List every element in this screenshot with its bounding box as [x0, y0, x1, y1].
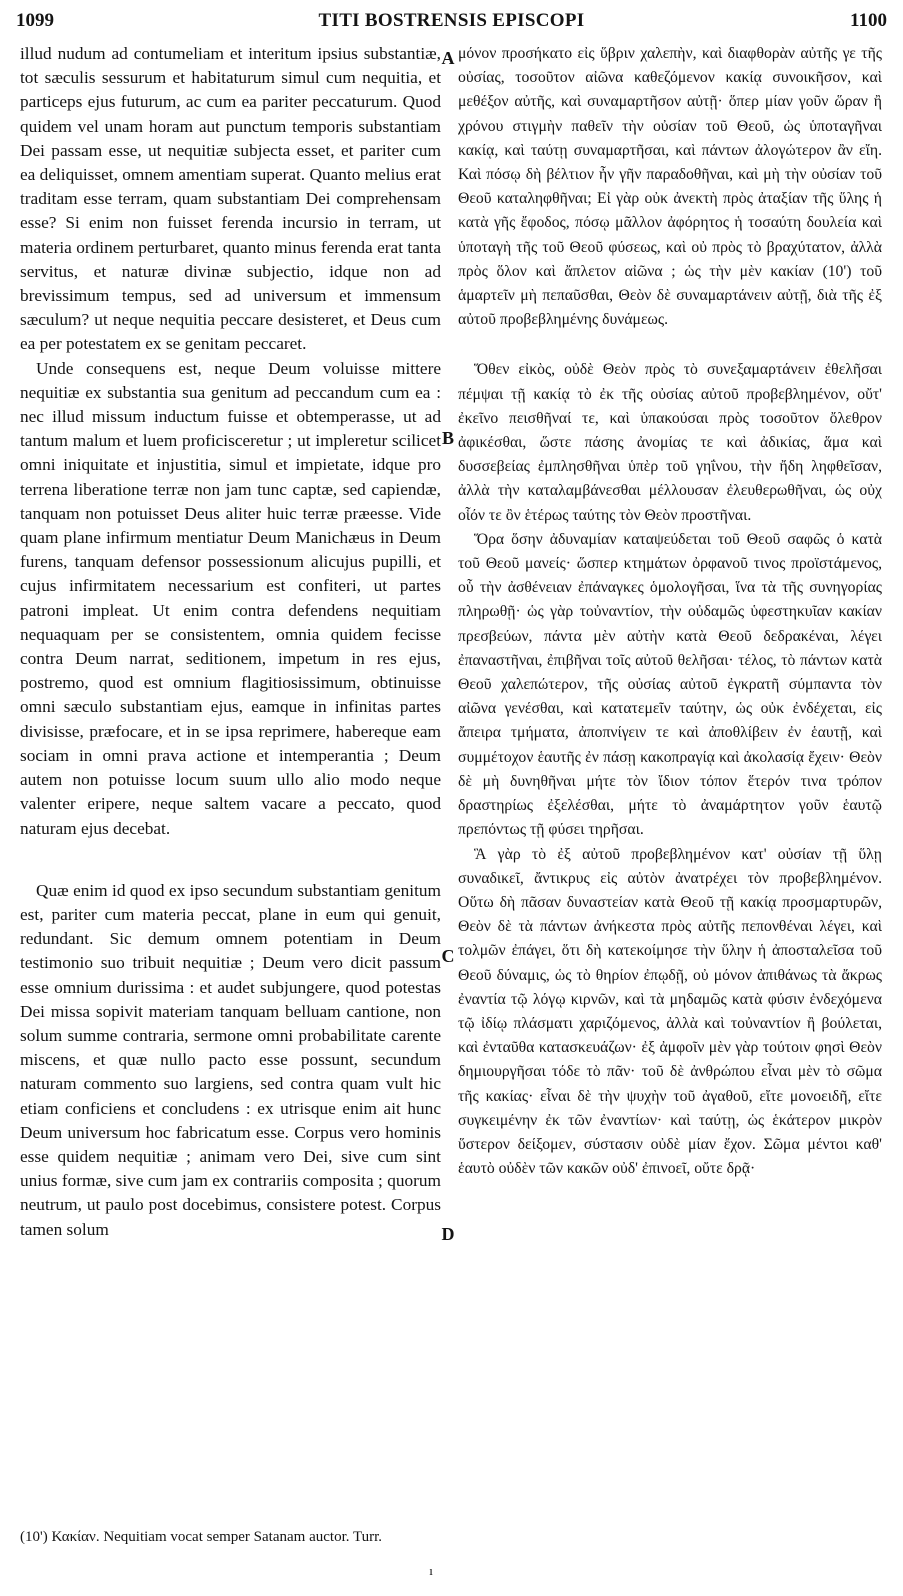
running-title: TITI BOSTRENSIS EPISCOPI: [318, 10, 585, 31]
latin-paragraph: Quæ enim id quod ex ipso secundum substantiam genitum est, pariter cum materia peccat, plane in eum qui genuit, redundant. Sic demum omnem potentiam in Deum testimonio suo tribuit nequitiæ ; Deum vero dicit passum esse omnium durissima : et audet subjungere, quod potestas Dei missa sopivit materiam tanquam belluam cantione, non solum summe contraria, sermone omni probabilitate carente miscens, et quæ nullo pacto esse possunt, secundum naturam commento suo largiens, sed contra quam vult hic etiam conficiens et concludens : ex utrisque enim ait hunc Deum universum hoc fabricatum esse. Corpus vero hominis esse quidem nequitiæ ; animam vero Dei, sive cum sint unius formæ, sive cum jam ex contrariis composita ; quorum neutrum, ut paulo post docebimus, consistere potest. Corpus tamen solum: [20, 880, 441, 1239]
margin-marker-b: B: [441, 428, 454, 448]
greek-paragraph: Ὅρα ὅσην ἀδυναμίαν καταψεύδεται τοῦ Θεοῦ σαφῶς ὁ κατὰ τοῦ Θεοῦ μανείς· ὥσπερ κτημάτων ὀρφανοῦ τινος προϊστάμενος, οὗ τὴν ἀσθένειαν ἐπάναγκες ὁμολογῆσαι, ἵνα τὰ τῆς συνηγορίας πληρωθῇ· ὡς γὰρ τοὐναντίον, τὴν οὐδαμῶς ὑφεστηκυῖαν κακίαν πρεσβεύων, πάντα μὲν αὐτὴν κατὰ Θεοῦ δεδρακέναι, λέγει ἐπαναστῆναι, ἐπιβῆναι τοῖς αὐτοῦ θελῆσαι· τέλος, τὸ πάντων κατὰ Θεοῦ χαλεπώτερον, τῆς οὐσίας αὐτοῦ ἐγκρατῆ σύμπαντα τὸν αἰῶνα γενέσθαι, καὶ κατατεμεῖν ταύτην, ὡς οὐκ ἐνδέχεται, εἰς ἄπειρα τμήματα, ἀποπνίγειν τε καὶ ἀποθλίβειν ἐν ἑαυτῇ, καὶ συμμέτοχον ἑαυτῆς ἐν πάσῃ κακοπραγίᾳ καὶ ἀκολασίᾳ ἔχειν· Θεὸν δὲ μὴ δυνηθῆναι μήτε τὸν ἴδιον τόπον ἕτερόν τινα τρόπον δραστηρίως ἐξελέσθαι, μήτε τὸ ἀναμάρτητον γοῦν ἑαυτῷ πρεπόντως τῇ φύσει τηρῆσαι.: [458, 530, 882, 839]
page-edge-mark: ı: [429, 1563, 433, 1578]
margin-marker-c: C: [441, 946, 455, 966]
latin-paragraph: Unde consequens est, neque Deum voluisse mittere nequitiæ ex substantia sua genitum ad peccandum cum ea : nec illud missum inductum fuisse et obtemperasse, ut ad tantum malum et luem proficisceretur ; ut impleretur scilicet omni iniquitate et injustitia, simul et impietate, idque pro terrena liberatione terræ non jam tunc captæ, sed capiendæ, tanquam non potuisset Deus aliter huic terræ præesse. Vide quam plane infirmum mentiatur Deum Manichæus in Deum furens, tanquam defensor possessionum alicujus pupilli, et cujus infirmitatem necessarium est confiteri, ut partes patroni impleat. Ut enim contra defendens nequitiam nequaquam per se consistentem, omnia quidem fecisse contra Deum narrat, seditionem, impetum in res ejus, postremo, quod est omnium flagitiosissimum, obtinuisse omni sæculo substantiam ejus, eamque in infinitas partes divisisse, præfocare, et in se ipsa reprimere, habereque eam sociam in omni prava actione et intemperantia ; Deum autem non potuisse locum suum ullo alio modo neque valenter eripere, neque saltem vacare a peccato, quod naturam ejus decebat.: [20, 358, 441, 838]
greek-paragraph: Ἃ γὰρ τὸ ἐξ αὐτοῦ προβεβλημένον κατ' οὐσίαν τῇ ὕλῃ συναδικεῖ, ἄντικρυς εἰς αὐτὸν ἀνατρέχει τὸν προβεβλημένον. Οὕτω δὴ πᾶσαν δυναστείαν κατὰ Θεοῦ τῇ κακίᾳ προσμαρτυρῶν, Θεὸν δὲ τὰ πάντων ἀνήκεστα πρὸς αὐτῆς πεπονθέναι λέγει, καὶ τολμῶν ἐπάγει, ὅτι δὴ κατεκοίμησε τὴν ὕλην ἡ ἀποσταλεῖσα τοῦ Θεοῦ δύναμις, ὡς τὸ θηρίον ἐπῳδῇ, οὐ μόνον ἀπιθάνως τὰ ἄκρως ἐναντία τῷ λόγῳ κιρνῶν, καὶ τὰ μηδαμῶς κατὰ φύσιν ἐνδεχόμενα τῷ ἰδίῳ πλάσματι χαριζόμενος, ἀλλὰ καὶ τοὐναντίον ἢ βούλεται, καὶ ἐνταῦθα κατασκευάζων· ἐξ ἀμφοῖν μὲν γὰρ τούτοιν φησὶ Θεὸν δημιουργῆσαι τόδε τὸ πᾶν· τοῦ δὲ ἀνθρώπου εἶναι μὲν τὸ σῶμα τῆς κακίας· εἶναι δὲ τὴν ψυχὴν τοῦ ἀγαθοῦ, εἴτε μονοειδῆ, εἴτε συγκειμένην ἐκ τῶν ἐναντίων· καὶ ταύτῃ, ὡς ἑκάτερον μικρὸν ὕστερον δείξομεν, σύστασιν οὐδὲ μίαν ἔχον. Σῶμα μέντοι καθ' ἑαυτὸ οὐδὲν τῶν κακῶν οὐδ' ἐπινοεῖ, οὔτε δρᾷ·: [458, 845, 882, 1178]
paragraph-gap: [458, 332, 882, 358]
greek-column: [458, 42, 882, 1520]
left-page-number: 1099: [16, 10, 54, 31]
greek-paragraph: μόνον προσήκατο εἰς ὕβριν χαλεπὴν, καὶ διαφθορὰν αὐτῆς γε τῆς οὐσίας, τοσοῦτον αἰῶνα καθεζόμενον κακίᾳ συνοικῆσον, καὶ μεθέξον αὐτῆς, καὶ συναμαρτῆσον αὐτῇ· ὅπερ μίαν γοῦν ὥραν ἢ χρόνου στιγμὴν παθεῖν τὴν οὐσίαν τοῦ Θεοῦ, ὡς ὑποταγῆναι κακίᾳ, καὶ ταύτῃ συναμαρτῆσαι, καὶ πάντων ἀλογώτερον ἂν εἴη. Καὶ πόσῳ δὴ βέλτιον ἦν γῆν παραδοθῆναι, καὶ μὴ τὴν οὐσίαν τοῦ Θεοῦ καταληφθῆναι; Εἰ γὰρ οὐκ ἀνεκτὴ πρὸς ἀταξίαν τῆς ὕλης ἡ κατὰ γῆς ἔφοδος, πόσῳ μᾶλλον ἀφόρητος ἡ τοσαύτη δουλεία καὶ ὑποταγὴ τῆς τοῦ Θεοῦ φύσεως, καὶ οὐ πρὸς τὸ βραχύτατον, ἀλλὰ πρὸς ὅλον καὶ ἄπλετον αἰῶνα ; ὡς τὴν μὲν κακίαν (10') τοῦ ἁμαρτεῖν μὴ πεπαῦσθαι, Θεὸν δὲ συναμαρτάνειν αὐτῇ, διὰ τῆς ἐξ αὐτοῦ προβεβλημένης δυνάμεως.: [458, 45, 882, 329]
greek-paragraph: Ὅθεν εἰκὸς, οὐδὲ Θεὸν πρὸς τὸ συνεξαμαρτάνειν ἐθελῆσαι πέμψαι τῇ κακίᾳ τὸ ἐκ τῆς οὐσίας αὐτοῦ προβεβλημένον, οὔτ' ἐκεῖνο πεισθῆναί τε, καὶ ὑπακούσαι πρὸς τοσοῦτον ὄλεθρον ἀφικέσθαι, ὥστε πάσης ἀνομίας τε καὶ ἀδικίας, ἅμα καὶ δυσσεβείας ἐμπλησθῆναι ὑπὲρ τοῦ γηΐνου, τὴν ἤδη ληφθεῖσαν, ἀλλὰ τὴν καταλαμβάνεσθαι μέλλουσαν ἐλευθερωθῆναι, ὡς οὐχ οἷόν τε ὂν ἑτέρως ταύτης τὸν Θεὸν προστῆναι.: [458, 361, 882, 524]
footnote: (10') Κακίαν. Nequitiam vocat semper Satanam auctor. Turr.: [20, 1529, 383, 1545]
paragraph-gap: [20, 841, 441, 879]
margin-marker-a: A: [441, 48, 455, 68]
margin-marker-d: D: [441, 1224, 455, 1244]
right-page-number: 1100: [850, 10, 887, 31]
latin-paragraph: illud nudum ad contumeliam et interitum ipsius substantiæ, tot sæculis sessurum et habitaturum simul cum nequitia, et particeps ejus futurum, ac cum ea pariter peccaturum. Quod quidem vel unam horam aut punctum temporis substantiam Dei passam esse, ut nequitiæ subjecta esset, et pariter cum ea deliquisset, omnem amentiam superat. Quanto melius erat traditam esse terram, quam substantiam Dei comprehensam esse? Si enim non fuisset ferenda incursio in terram, ut materia ordinem perturbaret, quanto minus ferenda erat tanta servitus, et naturæ divinæ subjectio, idque non ad brevissimum tempus, sed ad universum et immensum sæculum? ut neque nequitia peccare desisteret, et Deus cum ea per potestatem ex se genitam peccaret.: [20, 44, 441, 354]
latin-column: [20, 42, 441, 1520]
